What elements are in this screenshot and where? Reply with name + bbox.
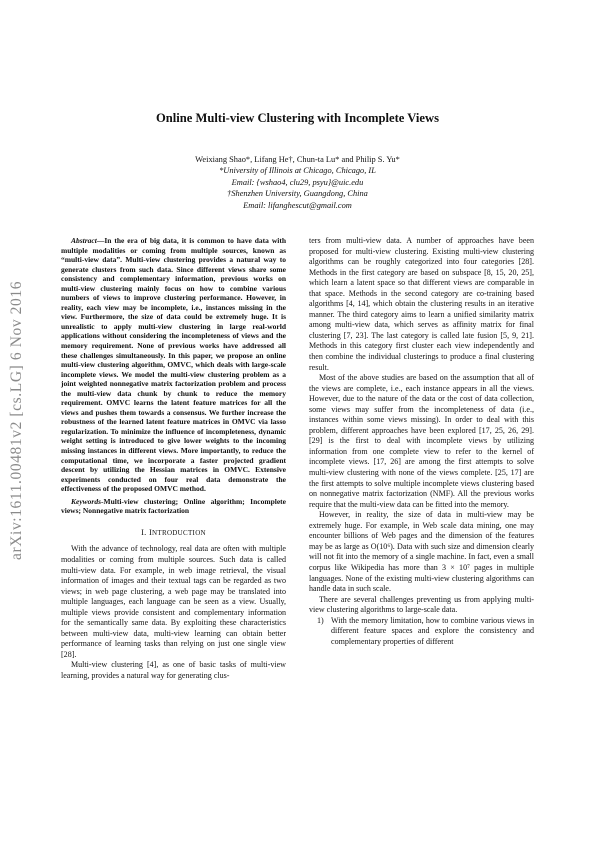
email-1: Email: {wshao4, clu29, psyu}@uic.edu [231, 177, 364, 187]
abstract-text: —In the era of big data, it is common to have data with multiple modalities or coming from multiple sources, known as “multi-view data”. Multi-view clustering provides a natural way to generate clusters from such data. Since different views share some consistency and complementary information, previous works on multi-view clustering mainly focus on how to combine various numbers of views to improve clustering performance. However, in reality, each view may be incomplete, i.e., instances missing in the view. Furthermore, the size of data could be extremely huge. It is unrealistic to apply multi-view clustering in large real-world applications without considering the incompleteness of views and the memory requirement. None of previous works have addressed all these challenges simultaneously. In this paper, we propose an online multi-view clustering algorithm, OMVC, which deals with large-scale incomplete views. We model the multi-view clustering problem as a joint weighted nonnegative matrix factorization problem and process the multi-view data chunk by chunk to reduce the memory requirement. OMVC learns the latent feature matrices for all the views and pushes them towards a consensus. We further increase the robustness of the learned latent feature matrices in OMVC via lasso regularization. To minimize the influence of incompleteness, dynamic weight setting is introduced to give lower weights to the incoming missing instances in different views. More importantly, to reduce the computational time, we incorporate a faster projected gradient descent by utilizing the Hessian matrices in OMVC. Extensive experiments conducted on four real data demonstrate the effectiveness of the proposed OMVC method. [61, 236, 286, 494]
author-names: Weixiang Shao*, Lifang He†, Chun-ta Lu* and Philip S. Yu* [195, 155, 400, 164]
list-item-number: 1) [317, 615, 324, 625]
right-column [309, 236, 534, 647]
left-column [61, 236, 286, 682]
body-paragraph: ters from multi-view data. A number of approaches have been proposed for multi-view clustering. Existing multi-view clustering algorithms can be roughly categorized into four categories [28]. Methods in the first category are based on subspace [8, 15, 20, 25], which learn a latent space so that different views are comparable in that space. Methods in the second category are co-training based algorithms [4, 14], which obtain the clustering results in an iterative manner. The third category aims to learn a unified similarity matrix among multi-view data, which serves as affinity matrix for final clustering [7, 23]. The last category is called late fusion [5, 9, 21]. Methods in this category first cluster each view independently and then combine the individual clusterings to produce a final clustering result. [309, 236, 534, 372]
section-title: NTRODUCTION [152, 528, 206, 537]
affiliation-1: *University of Illinois at Chicago, Chicago, IL [219, 166, 376, 176]
keywords [61, 497, 286, 516]
abstract [61, 236, 286, 494]
affiliation-2: †Shenzhen University, Guangdong, China [227, 189, 368, 199]
list-item-text: With the memory limitation, how to combine various views in different feature spaces and explore the consistency and complementary properties of different [331, 615, 534, 646]
body-paragraph: Multi-view clustering [4], as one of basic tasks of multi-view learning, provides a natural way for generating clus- [61, 660, 286, 680]
section-heading-introduction [61, 528, 286, 539]
list-item [309, 616, 534, 648]
author-block [0, 154, 595, 211]
arxiv-stamp: arXiv:1611.00481v2 [cs.LG] 6 Nov 2016 [8, 280, 25, 560]
body-paragraph: With the advance of technology, real data are often with multiple modalities or coming from multiple sources. Such data is called multi-view data. For example, in web image retrieval, the visual information of images and their textual tags can be regarded as two views; in web page clustering, a web page may be translated into multiple languages, each language can be seen as a view. Usually, multiple views provide consistent and complementary information for the semantically same data. By exploiting these characteristics between multi-view data, multi-view learning can obtain better performance of learning tasks than relying on just one single view [28]. [61, 544, 286, 659]
keywords-text: -Multi-view clustering; Online algorithm; Incomplete views; Nonnegative matrix factorization [61, 496, 286, 516]
body-paragraph: However, in reality, the size of data in multi-view may be extremely huge. For example, in Web scale data mining, one may encounter billions of Web pages and the dimension of the features may be as large as O(10⁶). Data with such size and dimension clearly will not fit into the memory of a single machine. In fact, even a small corpus like Wikipedia has more than 3 × 10⁷ pages in multiple languages. None of the existing multi-view clustering algorithms can handle data in such scale. [309, 510, 534, 594]
paper-title: Online Multi-view Clustering with Incomplete Views [156, 111, 439, 125]
abstract-label: Abstract [71, 236, 97, 245]
email-2: Email: lifanghescut@gmail.com [243, 200, 352, 210]
body-paragraph: Most of the above studies are based on the assumption that all of the views are complete, i.e., each instance appears in all the views. However, due to the nature of the data or the cost of data collection, some views may suffer from the incompleteness of data (i.e., instances within some views missing). In order to deal with this problem, different approaches have been explored [17, 25, 26, 29]. [29] is the first to deal with incomplete views by utilizing information from one complete view to refer to the kernel of incomplete views. [17, 26] are among the first attempts to solve multi-view clustering with none of the views complete. [25, 17] are the first attempts to solve multiple incomplete views clustering based on nonnegative matrix factorization (NMF). All the previous works require that the multi-view data can be fitted into the memory. [309, 373, 534, 509]
body-paragraph: There are several challenges preventing us from applying multi-view clustering algorithms to large-scale data. [309, 594, 534, 615]
section-number: I. I [141, 527, 153, 537]
keywords-label: Keywords [71, 496, 101, 506]
